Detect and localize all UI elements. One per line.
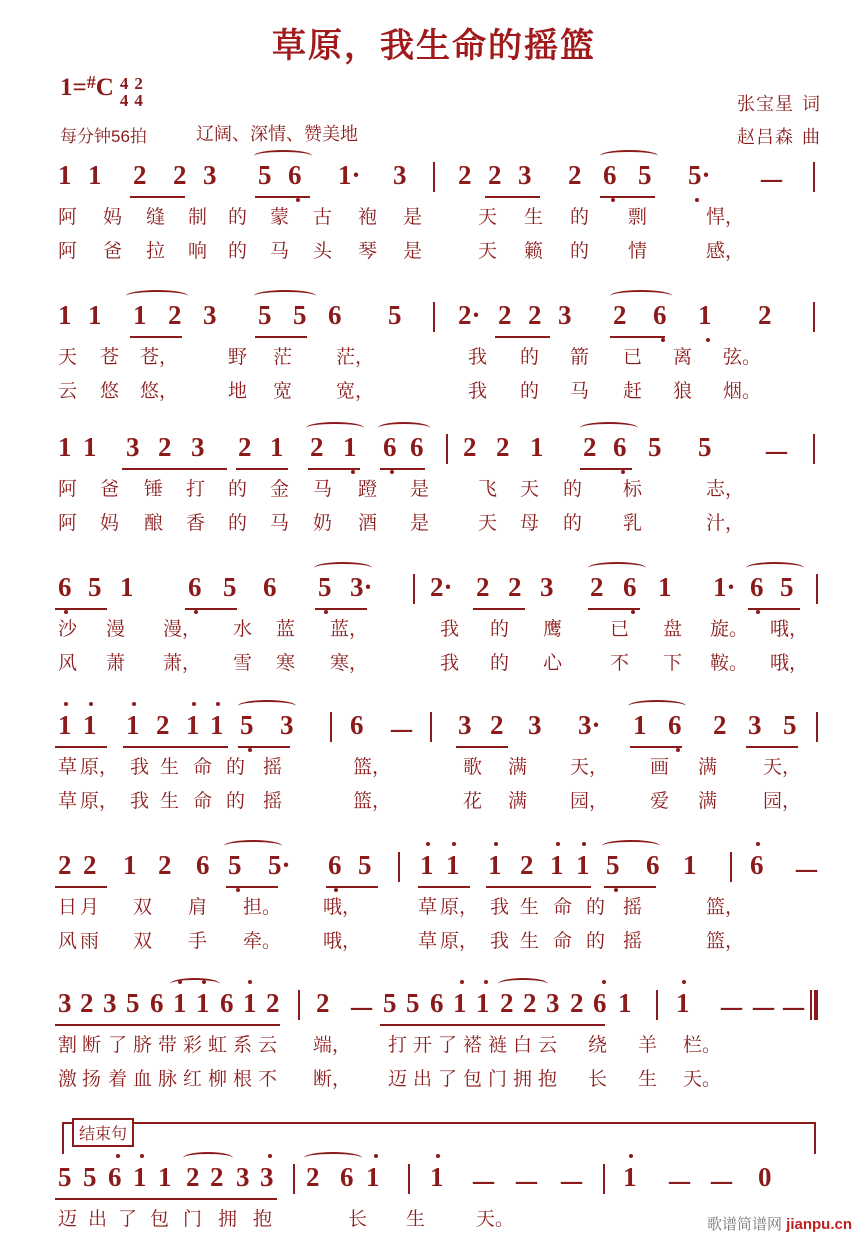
octave-dot: [202, 980, 206, 984]
beam: [130, 336, 182, 338]
beam: [630, 746, 682, 748]
octave-dot: [582, 842, 586, 846]
barline: [433, 302, 435, 332]
beam: [380, 468, 425, 470]
credits: [737, 88, 820, 155]
beam: [185, 608, 237, 610]
beam: [255, 196, 310, 198]
slur: [580, 422, 638, 434]
slur: [498, 978, 548, 990]
lyrics-row-1: 割 断 了 脐 带 彩 虹 系 云 端， 打 开 了 褡 裢 白 云 绕 羊 栏。: [58, 1035, 722, 1056]
meter-1: 4 4: [119, 74, 129, 110]
octave-dot: [374, 1154, 378, 1158]
beam: [236, 468, 288, 470]
ending-section-label: 结束句: [72, 1118, 134, 1147]
octave-dot: [452, 842, 456, 846]
notation-row: 1 1 1 2 3 5 5 6 5 2· 2 2 3 2 6 1 2: [58, 300, 818, 342]
beam: [123, 746, 228, 748]
barline: [813, 302, 815, 332]
slur: [126, 290, 188, 302]
beam: [604, 886, 656, 888]
beam: [418, 886, 470, 888]
music-system-3: [58, 432, 818, 542]
beam: [122, 468, 227, 470]
ending-bracket: [62, 1122, 816, 1154]
lyrics-row-2: 风 雨 双 手 牵。 哦， 草 原， 我 生 命 的 摇 篮，: [58, 931, 745, 952]
lyrics-row-1: 草 原， 我 生 命 的 摇 篮， 歌 满 天， 画 满 天，: [58, 757, 802, 778]
slur: [183, 1152, 233, 1164]
slur: [254, 290, 316, 302]
octave-dot: [602, 980, 606, 984]
beam: [315, 608, 367, 610]
octave-dot: [216, 702, 220, 706]
beam: [55, 746, 107, 748]
beam: [55, 1198, 277, 1200]
beam: [255, 336, 307, 338]
beam: [238, 746, 290, 748]
barline: [656, 990, 658, 1020]
barline: [816, 712, 818, 742]
lyrics-row-2: 阿 爸 拉 响 的 马 头 琴 是 天 籁 的 情 感，: [58, 241, 745, 262]
lyrics-row-1: 阿 妈 缝 制 的 蒙 古 袍 是 天 生 的 剽 悍，: [58, 207, 745, 228]
notation-row: 5 5 6 1 1 2 2 3 3 2 6 1 1 － － － 1 － － 0: [58, 1162, 818, 1204]
barline: [330, 712, 332, 742]
lyrics-row-2: 阿 妈 酿 香 的 马 奶 酒 是 天 母 的 乳 汁，: [58, 513, 745, 534]
slur: [602, 840, 660, 852]
octave-dot: [460, 980, 464, 984]
page-title: 草原，我生命的摇篮: [272, 27, 596, 65]
lyrics-row-1: 日 月 双 肩 担。 哦， 草 原， 我 生 命 的 摇 篮，: [58, 897, 745, 918]
music-system-6: [58, 850, 818, 960]
key-note: C: [95, 74, 114, 101]
barline: [730, 852, 732, 882]
composer-credit: 赵吕森 曲: [737, 127, 820, 148]
lyrics-row-1: 天 苍 苍， 野 茫 茫， 我 的 箭 已 离 弦。: [58, 347, 762, 368]
slur: [314, 562, 372, 574]
music-system-2: [58, 300, 818, 410]
barline: [816, 574, 818, 604]
octave-dot: [494, 842, 498, 846]
barline: [813, 162, 815, 192]
key-accidental: #: [86, 72, 96, 92]
beam: [55, 608, 107, 610]
notation-row: 1 1 2 2 3 5 6 1· 3 2 2 3 2 6 5 5· －: [58, 160, 818, 202]
slur: [254, 150, 312, 162]
beam: [130, 196, 185, 198]
key-signature: [60, 74, 143, 108]
octave-dot: [484, 980, 488, 984]
octave-dot: [132, 702, 136, 706]
octave-dot: [629, 1154, 633, 1158]
slur: [610, 290, 672, 302]
octave-dot: [192, 702, 196, 706]
slur: [238, 700, 296, 712]
beam: [55, 886, 107, 888]
octave-dot: [248, 980, 252, 984]
slur: [600, 150, 658, 162]
slur: [628, 700, 686, 712]
barline: [446, 434, 448, 464]
barline: [433, 162, 435, 192]
beam: [473, 608, 525, 610]
lyrics-row-1: 沙 漫 漫， 水 蓝 蓝， 我 的 鹰 已 盘 旋。 哦，: [58, 619, 809, 640]
beam: [486, 886, 591, 888]
site-watermark: 歌谱简谱网 jianpu.cn: [706, 1216, 852, 1233]
octave-dot: [116, 1154, 120, 1158]
notation-row: 6 5 1 6 5 6 5 3· 2· 2 2 3 2 6 1 1· 6 5: [58, 572, 818, 614]
octave-dot: [178, 980, 182, 984]
octave-dot: [756, 842, 760, 846]
slur: [224, 840, 282, 852]
music-system-4: [58, 572, 818, 682]
octave-dot: [682, 980, 686, 984]
music-system-7: [58, 988, 818, 1098]
key-prefix: 1=: [60, 74, 87, 101]
lyrics-row-2: 风 萧 萧， 雪 寒 寒， 我 的 心 不 下 鞍。 哦，: [58, 653, 809, 674]
music-system-1: [58, 160, 818, 270]
octave-dot: [64, 702, 68, 706]
tempo-marking: 每分钟56拍: [60, 127, 147, 146]
slur: [304, 1152, 362, 1164]
lyricist-credit: 张宝星 词: [737, 94, 820, 114]
barline: [398, 852, 400, 882]
barline: [298, 990, 300, 1020]
beam: [485, 196, 540, 198]
slur: [746, 562, 804, 574]
octave-dot: [140, 1154, 144, 1158]
notation-row: 1 1 1 2 1 1 5 3 6 － 3 2 3 3· 1 6 2 3 5: [58, 710, 818, 752]
octave-dot: [426, 842, 430, 846]
notation-row: 1 1 3 2 3 2 1 2 1 6 6 2 2 1 2 6 5 5 －: [58, 432, 818, 474]
beam: [380, 1024, 605, 1026]
octave-dot: [268, 1154, 272, 1158]
notation-row: 3 2 3 5 6 1 1 6 1 2 2 － 5 5 6 1 1 2 2 3 2 6 1 1 － － －: [58, 988, 818, 1030]
barline: [813, 434, 815, 464]
music-system-8-ending: [58, 1162, 818, 1238]
beam: [746, 746, 798, 748]
slur: [306, 422, 364, 434]
notation-row: 2 2 1 2 6 5 5· 6 5 1 1 1 2 1 1 5 6 1 6 －: [58, 850, 818, 892]
slur: [378, 422, 430, 434]
music-system-5: [58, 710, 818, 820]
octave-dot: [556, 842, 560, 846]
barline: [413, 574, 415, 604]
beam: [226, 886, 278, 888]
lyrics-row-1: 阿 爸 锤 打 的 金 马 蹬 是 飞 天 的 标 志，: [58, 479, 745, 500]
slur: [588, 562, 646, 574]
barline: [293, 1164, 295, 1194]
beam: [495, 336, 550, 338]
beam: [600, 196, 655, 198]
octave-dot: [436, 1154, 440, 1158]
lyrics-row-2: 激 扬 着 血 脉 红 柳 根 不 断， 迈 出 了 包 门 拥 抱 长 生 天。: [58, 1069, 722, 1090]
barline: [430, 712, 432, 742]
lyrics-row-1: 迈 出 了 包 门 拥 抱 长 生 天。: [58, 1209, 515, 1230]
beam: [610, 336, 665, 338]
lyrics-row-2: 云 悠 悠， 地 宽 宽， 我 的 马 赶 狼 烟。: [58, 381, 762, 402]
beam: [55, 1024, 280, 1026]
barline: [408, 1164, 410, 1194]
meter-2: 2 4: [134, 74, 143, 110]
beam: [456, 746, 508, 748]
octave-dot: [89, 702, 93, 706]
barline: [603, 1164, 605, 1194]
final-barline: [810, 990, 818, 1020]
mood-marking: 辽阔、深情、赞美地: [196, 124, 358, 144]
lyrics-row-2: 草 原， 我 生 命 的 摇 篮， 花 满 园， 爱 满 园，: [58, 791, 802, 812]
